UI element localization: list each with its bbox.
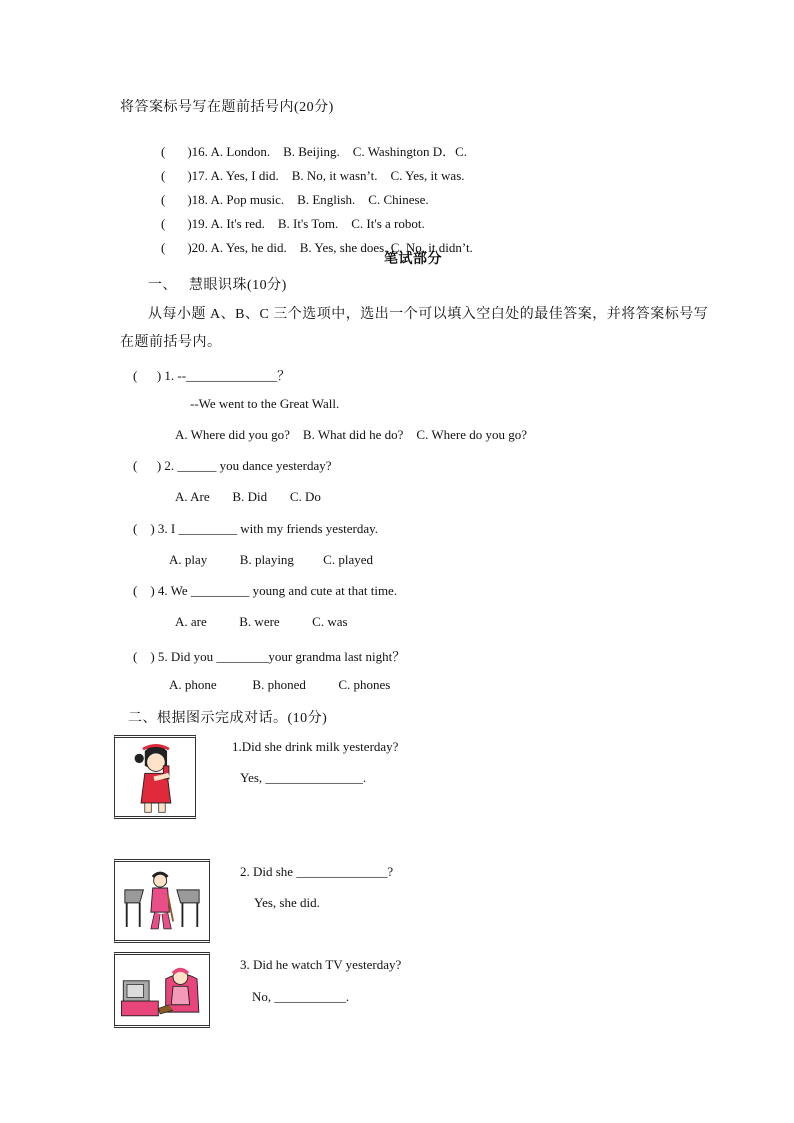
picture-answer: Yes, she did. [254,895,320,910]
question-number: )16. [187,144,208,159]
boy-watching-tv-illustration [115,955,209,1025]
section2-heading: 二、根据图示完成对话。(10分) [128,711,328,726]
picture-boy-watching-tv [114,952,210,1028]
picture-girl-sweeping [114,859,210,943]
answer-paren-open: ( [161,192,166,207]
page-title: 笔试部分 [384,252,442,267]
girl-drinking-illustration [115,738,195,816]
question-options: A. London. B. Beijing. C. Washington D．C. [210,144,468,159]
answer-paren-open: ( [161,168,166,183]
picture-answer: No, ___________. [252,989,350,1004]
question-options: A. Yes, I did. B. No, it wasn’t. C. Yes, it was. [210,168,465,183]
question-number: )20. [187,240,208,255]
answer-paren-open: ( [161,216,166,231]
section1-heading: 一、 慧眼识珠(10分) [148,278,287,293]
question-options: A. play B. playing C. played [169,552,374,567]
question-number: )18. [187,192,208,207]
question-stem: ( ) 5. Did you ________your grandma last night？ [133,649,406,664]
question-options: A. phone B. phoned C. phones [169,677,391,692]
listening-instruction: 将答案标号写在题前括号内(20分) [120,100,334,115]
question-options: A. Pop music. B. English. C. Chinese. [210,192,429,207]
question-options: A. Yes, he did. B. Yes, she does. C. No, it didn’t. [210,240,473,255]
picture-question: 2. Did she ______________? [240,864,394,879]
answer-paren-open: ( [161,144,166,159]
section1-instruction-line2: 在题前括号内。 [120,335,222,350]
question-dialogue: --We went to the Great Wall. [190,396,340,411]
girl-sweeping-illustration [115,862,209,940]
question-number: )19. [187,216,208,231]
question-options: A. are B. were C. was [175,614,348,629]
picture-question: 3. Did he watch TV yesterday? [240,957,402,972]
question-stem: ( ) 1. --______________？ [133,368,291,383]
question-stem: ( ) 4. We _________ young and cute at that time. [133,583,398,598]
answer-paren-open: ( [161,240,166,255]
picture-answer: Yes, _______________. [240,770,367,785]
question-number: )17. [187,168,208,183]
picture-question: 1.Did she drink milk yesterday? [232,739,399,754]
question-options: A. Are B. Did C. Do [175,489,321,504]
picture-girl-drinking [114,735,196,819]
question-options: A. It's red. B. It's Tom. C. It's a robot. [210,216,425,231]
question-stem: ( ) 2. ______ you dance yesterday? [133,458,332,473]
question-stem: ( ) 3. I _________ with my friends yesterday. [133,521,379,536]
section1-instruction-line1: 从每小题 A、B、C 三个选项中，选出一个可以填入空白处的最佳答案，并将答案标号写 [148,307,709,322]
question-options: A. Where did you go? B. What did he do? C. Where do you go? [175,427,528,442]
